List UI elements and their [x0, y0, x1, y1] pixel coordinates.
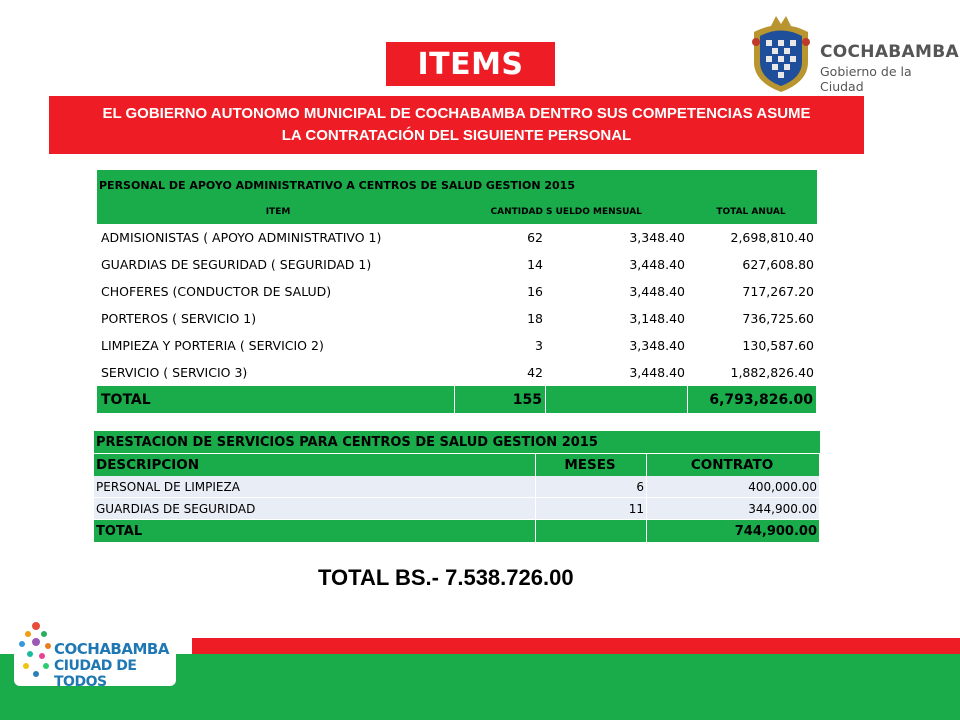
cell-cantidad: 14: [527, 257, 543, 272]
cell-item: ADMISIONISTAS ( APOYO ADMINISTRATIVO 1): [101, 230, 382, 245]
ciudad-de-todos-logo: [14, 614, 176, 690]
grand-total: TOTAL BS.- 7.538.726.00: [318, 565, 574, 590]
cell-descripcion: GUARDIAS DE SEGURIDAD: [94, 498, 536, 519]
table-row: [97, 224, 817, 251]
services-total-row: [94, 520, 820, 542]
col-descripcion: DESCRIPCION: [94, 454, 536, 476]
cell-sueldo: 3,348.40: [629, 338, 685, 353]
cell-contrato: 400,000.00: [647, 476, 820, 497]
col-contrato: CONTRATO: [647, 454, 820, 476]
cell-sueldo: 3,148.40: [629, 311, 685, 326]
intro-banner: [49, 96, 864, 154]
cell-sueldo: 3,448.40: [629, 365, 685, 380]
total-anual: 6,793,826.00: [688, 386, 817, 413]
table-row: [97, 305, 817, 332]
cell-total: 2,698,810.40: [730, 230, 814, 245]
cell-cantidad: 18: [527, 311, 543, 326]
table-row: [94, 498, 820, 520]
services-table-title: PRESTACION DE SERVICIOS PARA CENTROS DE SALUD GESTION 2015: [94, 431, 820, 454]
dots-figure-icon: [16, 618, 56, 682]
cell-cantidad: 16: [527, 284, 543, 299]
footer-logo-line-2: CIUDAD DE TODOS: [54, 658, 137, 690]
logo-subtitle: Gobierno de la Ciudad: [820, 64, 912, 94]
cell-meses: 11: [536, 498, 647, 519]
banner-line-2: LA CONTRATACIÓN DEL SIGUIENTE PERSONAL: [281, 127, 632, 144]
total-meses-empty: [536, 520, 647, 542]
banner-line-1: EL GOBIERNO AUTONOMO MUNICIPAL DE COCHABAMBA DENTRO SUS COMPETENCIAS ASUME: [102, 105, 811, 122]
cell-cantidad: 42: [527, 365, 543, 380]
table-row: [97, 332, 817, 359]
total-label: TOTAL: [97, 386, 455, 413]
personnel-table: [97, 166, 817, 413]
services-table: [94, 431, 820, 542]
total-contrato: 744,900.00: [647, 520, 820, 542]
table-row: [97, 251, 817, 278]
cell-sueldo: 3,448.40: [629, 284, 685, 299]
total-cantidad: 155: [455, 386, 546, 413]
personnel-total-row: [97, 386, 817, 413]
col-cantidad: CANTIDAD: [455, 200, 546, 224]
cell-item: LIMPIEZA Y PORTERIA ( SERVICIO 2): [101, 338, 324, 353]
col-total-anual: TOTAL ANUAL: [688, 200, 817, 224]
col-meses: MESES: [536, 454, 647, 476]
cell-sueldo: 3,348.40: [629, 230, 685, 245]
cell-total: 1,882,826.40: [730, 365, 814, 380]
total-label: TOTAL: [94, 520, 536, 542]
cell-item: PORTEROS ( SERVICIO 1): [101, 311, 257, 326]
personnel-table-header: [97, 200, 817, 224]
cell-total: 130,587.60: [742, 338, 814, 353]
table-row: [97, 359, 817, 386]
cell-item: GUARDIAS DE SEGURIDAD ( SEGURIDAD 1): [101, 257, 372, 272]
cell-item: CHOFERES (CONDUCTOR DE SALUD): [101, 284, 332, 299]
page-title: ITEMS: [386, 42, 555, 86]
table-row: [94, 476, 820, 498]
coat-of-arms-icon: [746, 12, 816, 94]
city-government-logo: [746, 12, 959, 94]
cell-cantidad: 62: [527, 230, 543, 245]
cell-contrato: 344,900.00: [647, 498, 820, 519]
cell-cantidad: 3: [535, 338, 543, 353]
cell-descripcion: PERSONAL DE LIMPIEZA: [94, 476, 536, 497]
personnel-table-title: PERSONAL DE APOYO ADMINISTRATIVO A CENTROS DE SALUD GESTION 2015: [97, 170, 817, 200]
total-sueldo-empty: [546, 386, 688, 413]
table-row: [97, 278, 817, 305]
logo-name: COCHABAMBA: [820, 42, 959, 62]
col-item: ITEM: [97, 200, 455, 224]
cell-total: 717,267.20: [742, 284, 814, 299]
col-sueldo: S UELDO MENSUAL: [546, 200, 688, 224]
footer-red-stripe: [192, 638, 960, 654]
cell-total: 627,608.80: [742, 257, 814, 272]
cell-item: SERVICIO ( SERVICIO 3): [101, 365, 248, 380]
footer-logo-line-1: COCHABAMBA: [54, 640, 169, 658]
cell-sueldo: 3,448.40: [629, 257, 685, 272]
cell-total: 736,725.60: [742, 311, 814, 326]
services-table-header: [94, 454, 820, 476]
cell-meses: 6: [536, 476, 647, 497]
